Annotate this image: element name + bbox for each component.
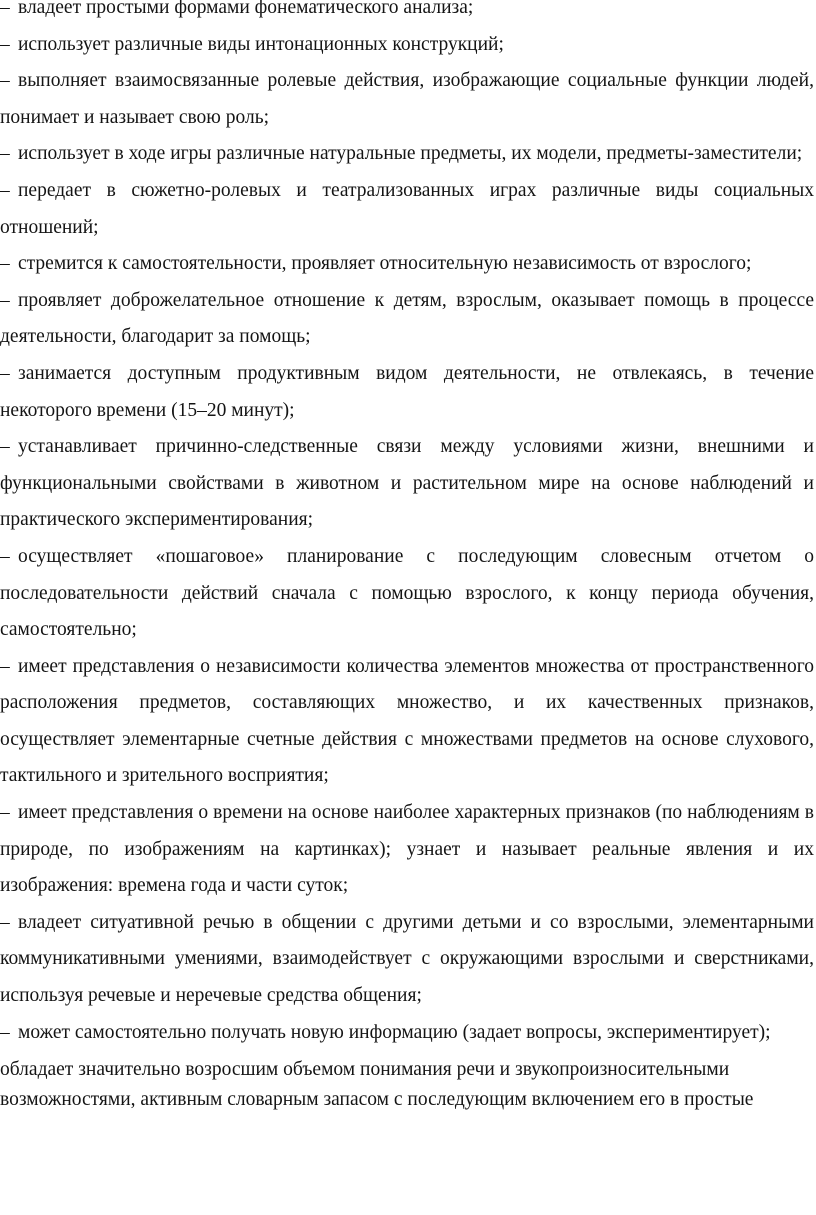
list-item <box>0 246 816 283</box>
list-item <box>0 283 816 356</box>
list-item-text: владеет ситуативной речью в общении с другими детьми и со взрослыми, элементарными коммуникативными умениями, взаимодействует с окружающими взрослыми и сверстниками, используя речевые и неречевые средства общения; <box>0 911 814 1007</box>
list-dash: – <box>0 655 10 677</box>
list-item <box>0 27 816 64</box>
list-dash: – <box>0 1021 10 1043</box>
list-dash: – <box>0 436 10 458</box>
list-item <box>0 136 816 173</box>
list-dash: – <box>0 143 10 165</box>
list-dash: – <box>0 0 10 18</box>
list-item <box>0 1015 816 1052</box>
list-dash: – <box>0 545 10 567</box>
list-dash: – <box>0 802 10 824</box>
list-item-text: выполняет взаимосвязанные ролевые действия, изображающие социальные функции людей, понимает и называет свою роль; <box>0 70 814 128</box>
list-item-text: использует в ходе игры различные натуральные предметы, их модели, предметы-заместители; <box>18 143 803 165</box>
list-item-text: проявляет доброжелательное отношение к детям, взрослым, оказывает помощь в процессе деятельности, благодарит за помощь; <box>0 289 814 348</box>
list-item-text: может самостоятельно получать новую информацию (задает вопросы, экспериментирует); <box>18 1021 771 1043</box>
list-item <box>0 905 816 1015</box>
list-item-text: устанавливает причинно-следственные связи между условиями жизни, внешними и функциональными свойствами в животном и растительном мире на основе наблюдений и практического экспериментирования; <box>0 436 814 531</box>
list-item-text: владеет простыми формами фонематического анализа; <box>18 0 474 18</box>
list-item-text: передает в сюжетно-ролевых и театрализованных играх различные виды социальных отношений; <box>0 179 814 238</box>
list-item <box>0 539 816 649</box>
list-item-text: имеет представления о времени на основе наиболее характерных признаков (по наблюдениям в природе, по изображениям на картинках); узнает и называет реальные явления и их изображения: времена года и части суток; <box>0 802 814 897</box>
list-item-text: занимается доступным продуктивным видом деятельности, не отвлекаясь, в течение некоторого времени (15–20 минут); <box>0 362 814 421</box>
list-item <box>0 356 816 429</box>
list-item <box>0 173 816 246</box>
list-dash: – <box>0 253 10 275</box>
closing-paragraph: обладает значительно возросшим объемом понимания речи и звукопроизносительными возможностями, активным словарным запасом с последующим включением его в простые <box>0 1059 754 1111</box>
list-dash: – <box>0 289 10 311</box>
list-dash: – <box>0 70 10 92</box>
list-item <box>0 0 816 27</box>
list-dash: – <box>0 179 10 201</box>
list-dash: – <box>0 33 10 55</box>
list-dash: – <box>0 362 10 384</box>
list-item <box>0 649 816 795</box>
list-item <box>0 63 816 136</box>
list-item-text: имеет представления о независимости количества элементов множества от пространственного расположения предметов, составляющих множество, и их качественных признаков, осуществляет элементарные счетные действия с множествами предметов на основе слухового, тактильного и зрительного восприятия; <box>0 655 814 787</box>
list-item-text: осуществляет «пошаговое» планирование с последующим словесным отчетом о последовательности действий сначала с помощью взрослого, к концу периода обучения, самостоятельно; <box>0 545 814 641</box>
list-item-text: стремится к самостоятельности, проявляет относительную независимость от взрослого; <box>18 253 752 275</box>
list-item-text: использует различные виды интонационных конструкций; <box>18 33 504 55</box>
list-dash: – <box>0 911 10 933</box>
list-item <box>0 429 816 539</box>
list-item <box>0 795 816 905</box>
